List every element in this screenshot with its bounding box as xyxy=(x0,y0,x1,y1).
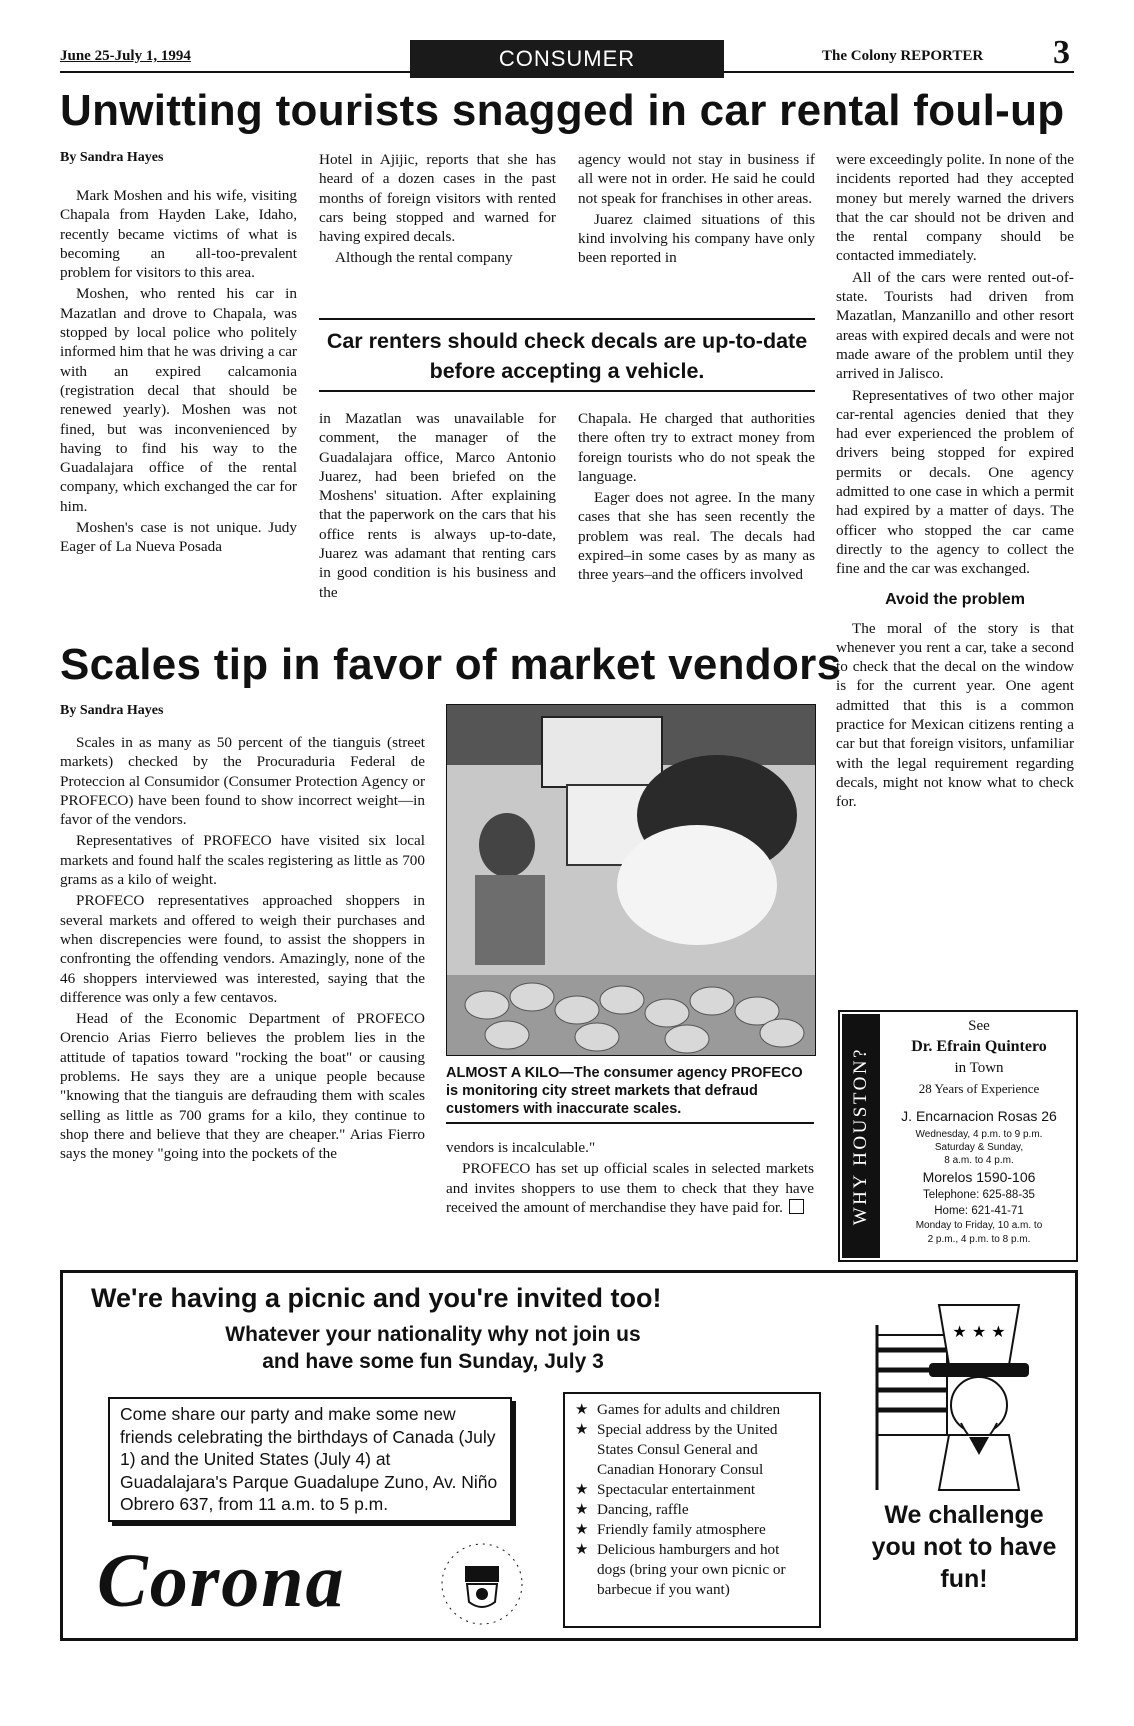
article1-column-4 xyxy=(836,150,1074,814)
paragraph: Moshen, who rented his car in Mazatlan and drove to Chapala, was stopped by local police who politely informed him that he was driving a car with an expired calcamonia (registration decal that should be renewed yearly). Moshen was not fined, but was inconvenienced by having to find his way to the Guadalajara office of the rental company, which exchanged the car for him. xyxy=(60,285,297,515)
clinic-see: See xyxy=(968,1018,990,1034)
paragraph: Scales in as many as 50 percent of the tianguis (street markets) checked by the Procuraduria Federal de Proteccion al Consumidor (Consumer Protection Agency or PROFECO) have been found to show incorrect weight—in favor of the vendors. xyxy=(60,734,425,829)
paper-name: The Colony REPORTER xyxy=(822,48,984,64)
picnic-subhead xyxy=(83,1321,783,1375)
svg-text:★ ★ ★: ★ ★ ★ xyxy=(952,1322,1006,1341)
corona-logo: Corona xyxy=(97,1539,346,1623)
activity-item: ★ Spectacular entertainment xyxy=(575,1480,809,1500)
consulate-seal-icon xyxy=(427,1538,537,1630)
paragraph: Head of the Economic Department of PROFECO Orencio Arias Fierro believes the problem lies in the attitude of tapatios toward "rocking the boat" or causing problems. He says they are a unique people because "knowing that the tianguis are defrauding them with scales selling as little as 700 grams for a kilo, they continue to shop there and believe that they are cheaper." Arias Fierro says the money "going into the pockets of the xyxy=(60,1010,425,1163)
clinic-ad-body xyxy=(886,1016,1072,1247)
activity-item: ★ Friendly family atmosphere xyxy=(575,1520,809,1540)
masthead-rule xyxy=(60,71,410,73)
invite-box: Come share our party and make some new friends celebrating the birthdays of Canada (July 1) and the United States (July 4) at Guadalajara's Parque Guadalupe Zuno, Av. Niño Obrero 637, from 11 a.m. to 5 p.m. xyxy=(108,1397,512,1522)
picnic-subhead-line: Whatever your nationality why not join us xyxy=(225,1323,641,1346)
activities-list xyxy=(575,1400,809,1600)
article1-column-3-top xyxy=(578,150,815,270)
clinic-hours: Saturday & Sunday, xyxy=(934,1142,1024,1153)
section-banner: CONSUMER xyxy=(410,40,724,78)
activity-item: ★ Dancing, raffle xyxy=(575,1500,809,1520)
paragraph: Juarez claimed situations of this kind involving his company have only been reported in xyxy=(578,210,815,267)
clinic-ad xyxy=(838,1010,1078,1262)
market-photo-image xyxy=(447,705,815,1055)
article1-byline: By Sandra Hayes xyxy=(60,150,164,165)
clinic-home-phone: Home: 621-41-71 xyxy=(934,1205,1024,1217)
paragraph: Although the rental company xyxy=(335,249,513,267)
page-number: 3 xyxy=(1053,34,1070,71)
picnic-challenge: We challenge you not to have fun! xyxy=(871,1501,1057,1593)
activity-item: ★ Games for adults and children xyxy=(575,1400,809,1420)
clinic-phone: Telephone: 625-88-35 xyxy=(923,1189,1035,1201)
paragraph: Eager does not agree. In the many cases that she has seen recently the problem was real. The decals had expired–in some cases by as many as three years–and the officers involved xyxy=(578,489,815,584)
activity-item: ★ Delicious hamburgers and hot dogs (bring your own picnic or barbecue if you want) xyxy=(575,1540,809,1600)
article2-byline: By Sandra Hayes xyxy=(60,703,164,718)
article1-column-2-bottom xyxy=(319,409,556,604)
clinic-address: J. Encarnacion Rosas 26 xyxy=(901,1108,1057,1124)
article1-subhead: Avoid the problem xyxy=(885,590,1025,608)
paragraph: Moshen's case is not unique. Judy Eager of La Nueva Posada xyxy=(60,519,297,556)
paragraph: PROFECO representatives approached shoppers in several markets and offered to weigh their purchases and when discrepencies were found, to assist the shoppers in confronting the offending vendors. Amazingly, none of the 46 shoppers interviewed was interested, saying that the difference was only a few centavos. xyxy=(60,892,425,1006)
pull-quote: Car renters should check decals are up-to-date before accepting a vehicle. xyxy=(319,318,815,392)
picnic-ad xyxy=(60,1270,1078,1641)
masthead-rule xyxy=(724,71,1074,73)
activities-box xyxy=(563,1392,821,1628)
article1-column-3-bottom xyxy=(578,409,815,587)
clinic-address-2: Morelos 1590-106 xyxy=(922,1169,1036,1185)
clinic-hours: Wednesday, 4 p.m. to 9 p.m. xyxy=(915,1129,1043,1140)
clinic-doctor-name: Dr. Efrain Quintero xyxy=(911,1038,1047,1055)
paragraph: Representatives of PROFECO have visited six local markets and found half the scales registering as little as 700 grams as a kilo of weight. xyxy=(60,832,425,889)
paragraph: Chapala. He charged that authorities there often try to extract money from foreign tourists who do not speak the language. xyxy=(578,410,815,485)
paragraph-text: PROFECO has set up official scales in selected markets and invites shoppers to use them to check that they have received the amount of merchandise they have paid for. xyxy=(446,1160,814,1216)
clinic-in-town: in Town xyxy=(954,1060,1004,1076)
activity-item: ★ Special address by the United States Consul General and Canadian Honorary Consul xyxy=(575,1420,809,1480)
paragraph: The moral of the story is that whenever you rent a car, take a second to check that the decal on the window is for the current year. One agent admitted that this is a common practice for Mexican citizens renting a car but that foreign visitors, unfamiliar with the legal requirement regarding decals, might not know what to check for. xyxy=(836,619,1074,811)
clinic-ad-vertical-text: WHY HOUSTON? xyxy=(850,1046,871,1226)
paragraph: vendors is incalculable." xyxy=(446,1139,596,1156)
article1-column-2-top xyxy=(319,150,556,270)
paragraph xyxy=(446,1159,814,1217)
uncle-sam-illustration xyxy=(869,1285,1059,1495)
paragraph: Mark Moshen and his wife, visiting Chapala from Hayden Lake, Idaho, recently became victims of what is becoming an all-too-prevalent problem for visitors to this area. xyxy=(60,187,297,282)
article1-column-1 xyxy=(60,150,297,559)
issue-date: June 25-July 1, 1994 xyxy=(60,48,191,64)
paragraph: were exceedingly polite. In none of the incidents reported had they accepted money but merely warned the drivers that the car should not be driven and the rental company should be contacted immediately. xyxy=(836,151,1074,265)
article2-column-2 xyxy=(446,1138,814,1219)
market-photo xyxy=(446,704,816,1056)
clinic-hours: 2 p.m., 4 p.m. to 8 p.m. xyxy=(927,1234,1031,1245)
paragraph: Representatives of two other major car-rental agencies denied that they had ever experienced the problem of drivers being stopped for expired permits or decals. One agency admitted to one case in which a permit had expired by a matter of days. The officer who stopped the car came directly to the agency to collect the fine and the car was exchanged. xyxy=(836,386,1074,578)
article2-headline: Scales tip in favor of market vendors xyxy=(60,640,842,689)
clinic-hours: 8 a.m. to 4 p.m. xyxy=(944,1155,1014,1166)
paragraph: Hotel in Ajijic, reports that she has heard of a dozen cases in the past months of foreign visitors with rented cars being stopped and warned for having expired decals. xyxy=(319,151,556,246)
clinic-ad-sidebar xyxy=(842,1014,880,1258)
picnic-subhead-line: and have some fun Sunday, July 3 xyxy=(262,1350,604,1373)
paragraph: All of the cars were rented out-of-state. Tourists had driven from Mazatlan, Manzanillo and other resort areas with expired decals and were not made aware of the problem until they arrived in Jalisco. xyxy=(836,268,1074,383)
clinic-years: 28 Years of Experience xyxy=(918,1081,1040,1096)
end-mark-icon xyxy=(789,1199,804,1214)
paragraph: agency would not stay in business if all were not in order. He said he could not speak for franchises in other areas. xyxy=(578,151,815,207)
photo-caption: ALMOST A KILO—The consumer agency PROFECO is monitoring city street markets that defraud customers with inaccurate scales. xyxy=(446,1064,814,1124)
paragraph: in Mazatlan was unavailable for comment, the manager of the Guadalajara office, Marco Antonio Juarez, had been briefed on the Moshens' situation. After explaining that the paperwork on the cars that his office rents is always up-to-date, Juarez was adamant that renting cars in good condition is his business and the xyxy=(319,410,556,601)
picnic-headline: We're having a picnic and you're invited too! xyxy=(91,1283,662,1313)
article2-column-1 xyxy=(60,703,425,1166)
article1-headline: Unwitting tourists snagged in car rental foul-up xyxy=(60,86,1065,135)
clinic-hours: Monday to Friday, 10 a.m. to xyxy=(915,1220,1043,1231)
